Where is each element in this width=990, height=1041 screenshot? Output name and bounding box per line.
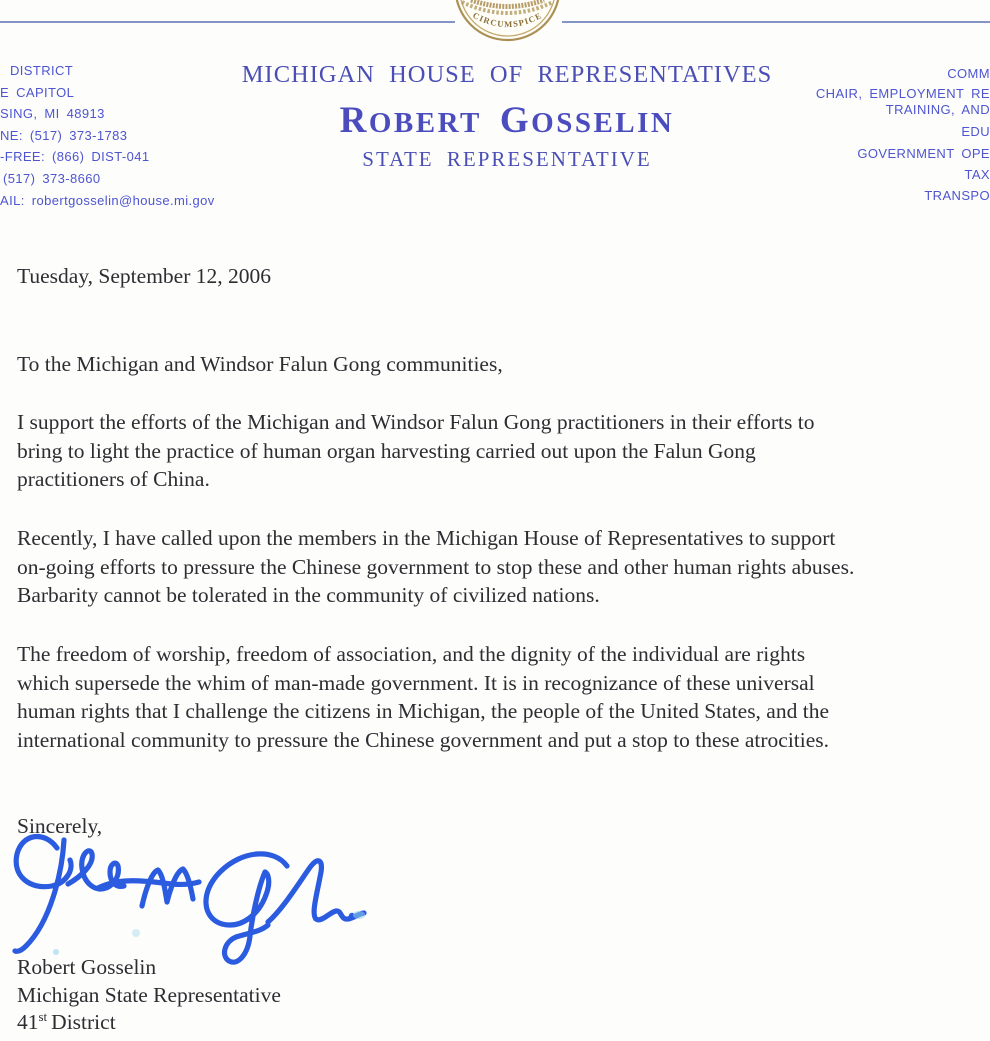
committee-line: EDU: [961, 124, 990, 140]
ink-smudge: [353, 911, 365, 919]
representative-title: STATE REPRESENTATIVE: [362, 147, 652, 171]
signer-block: [17, 954, 281, 1037]
paragraph-line: bring to light the practice of human organ harvesting carried out upon the Falun Gong: [17, 438, 756, 463]
michigan-state-seal-icon: [451, 0, 564, 47]
salutation: To the Michigan and Windsor Falun Gong communities,: [17, 352, 503, 376]
paragraph-line: international community to pressure the Chinese government and put a stop to these atrocities.: [17, 727, 830, 752]
signature-stroke: [15, 840, 64, 951]
committee-line: TRANSPO: [924, 188, 990, 204]
institution-name: MICHIGAN HOUSE OF REPRESENTATIVES: [241, 61, 773, 88]
signature-stroke: [206, 854, 287, 962]
representative-name: [20, 101, 990, 143]
paragraph-line: The freedom of worship, freedom of association, and the dignity of the individual are rights: [17, 642, 806, 666]
ink-smudge: [132, 929, 140, 937]
paragraph-line: I support the efforts of the Michigan and Windsor Falun Gong practitioners in their efforts to: [17, 410, 815, 434]
paragraph-line: on-going efforts to pressure the Chinese government to stop these and other human rights abuses.: [17, 554, 855, 579]
paragraph-line: practitioners of China.: [17, 467, 210, 491]
letterhead-rule-left: [0, 21, 455, 23]
representative-first-name: ROBERT: [339, 100, 482, 141]
district-word: District: [51, 1010, 116, 1034]
paragraph-line: human rights that I challenge the citizens in Michigan, the people of the United States, and the: [17, 699, 829, 723]
signer-title: Michigan State Representative: [17, 982, 281, 1007]
closing-line: Sincerely,: [17, 814, 103, 838]
date-line: Tuesday, September 12, 2006: [17, 264, 272, 288]
contact-line-email: AIL: robertgosselin@house.mi.gov: [0, 192, 215, 208]
representative-last-name: GOSSELIN: [499, 100, 675, 141]
body-paragraph: [17, 640, 990, 754]
committee-line: CHAIR, EMPLOYMENT RE: [815, 86, 990, 102]
contact-line-city: SING, MI 48913: [0, 106, 105, 122]
contact-line-tollfree: -FREE: (866) DIST-041: [0, 149, 150, 165]
signature-stroke: [268, 861, 364, 922]
paragraph-line: Recently, I have called upon the members in the Michigan House of Representatives to support: [17, 526, 836, 550]
contact-line-district: DISTRICT: [10, 63, 74, 78]
district-number: 41: [17, 1010, 39, 1034]
body-paragraph: [17, 408, 990, 494]
paragraph-line: Barbarity cannot be tolerated in the community of civilized nations.: [17, 583, 600, 607]
seal-motto-text: CIRCUMSPICE: [471, 10, 544, 30]
contact-line-capitol: E CAPITOL: [0, 84, 75, 100]
committee-line: COMM: [947, 66, 990, 81]
body-paragraph: [17, 524, 990, 610]
letterhead-rule-right: [562, 21, 990, 23]
district-ordinal: st: [38, 1008, 48, 1024]
contact-line-phone: NE: (517) 373-1783: [0, 127, 128, 143]
contact-line-fax: (517) 373-8660: [3, 170, 101, 186]
committee-line: GOVERNMENT OPE: [857, 145, 990, 161]
signature-stroke: [142, 869, 193, 906]
signature-robert-gosselin: [2, 826, 382, 971]
signer-district: [17, 1009, 281, 1037]
signer-name: Robert Gosselin: [17, 955, 157, 979]
paragraph-line: which supersede the whim of man-made government. It is in recognizance of these universal: [17, 670, 815, 695]
committee-line: TAX: [964, 167, 990, 183]
committee-line: TRAINING, AND: [885, 101, 990, 117]
